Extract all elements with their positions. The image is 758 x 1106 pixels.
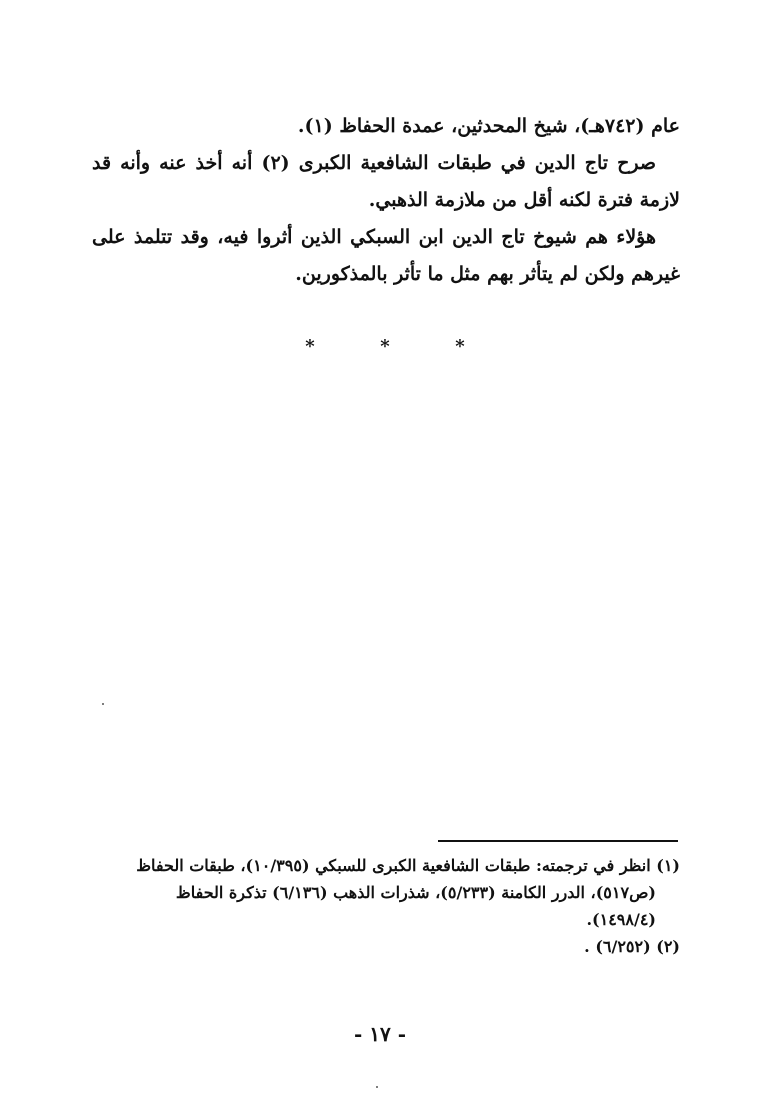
footnotes — [92, 852, 680, 960]
separator-star: * — [380, 336, 390, 357]
separator-star: * — [455, 336, 465, 357]
footnote-2: (٢) (٦/٢٥٢) . — [584, 937, 680, 956]
page-number: - ١٧ - — [353, 1022, 406, 1046]
main-text — [92, 108, 680, 293]
footnote-1-line-2: (ص٥١٧)، الدرر الكامنة (٥/٢٣٣)، شذرات الذهب (٦/١٣٦) تذكرة الحفاظ — [175, 883, 656, 902]
footnote-1-line-1: (١) انظر في ترجمته: طبقات الشافعية الكبرى للسبكي (١٠/٣٩٥)، طبقات الحفاظ — [136, 856, 680, 875]
paragraph-taj-al-din-tabaqat: صرح تاج الدين في طبقات الشافعية الكبرى (٢) أنه أخذ عنه وأنه قد لازمة فترة لكنه أقل من ملازمة الذهبي. — [92, 152, 680, 211]
section-separator — [300, 336, 470, 357]
separator-star: * — [305, 336, 315, 357]
scan-speck — [376, 1086, 378, 1088]
paragraph-shuyukh-summary: هؤلاء هم شيوخ تاج الدين ابن السبكي الذين أثروا فيه، وقد تتلمذ على غيرهم ولكن لم يتأثر بهم مثل ما تأثر بالمذكورين. — [92, 226, 680, 285]
footnote-divider — [438, 840, 678, 842]
paragraph-continuation: عام (٧٤٢هـ)، شيخ المحدثين، عمدة الحفاظ (١). — [297, 115, 680, 137]
scan-speck — [102, 703, 104, 705]
footnote-1-line-3: (١٤٩٨/٤). — [586, 910, 656, 929]
